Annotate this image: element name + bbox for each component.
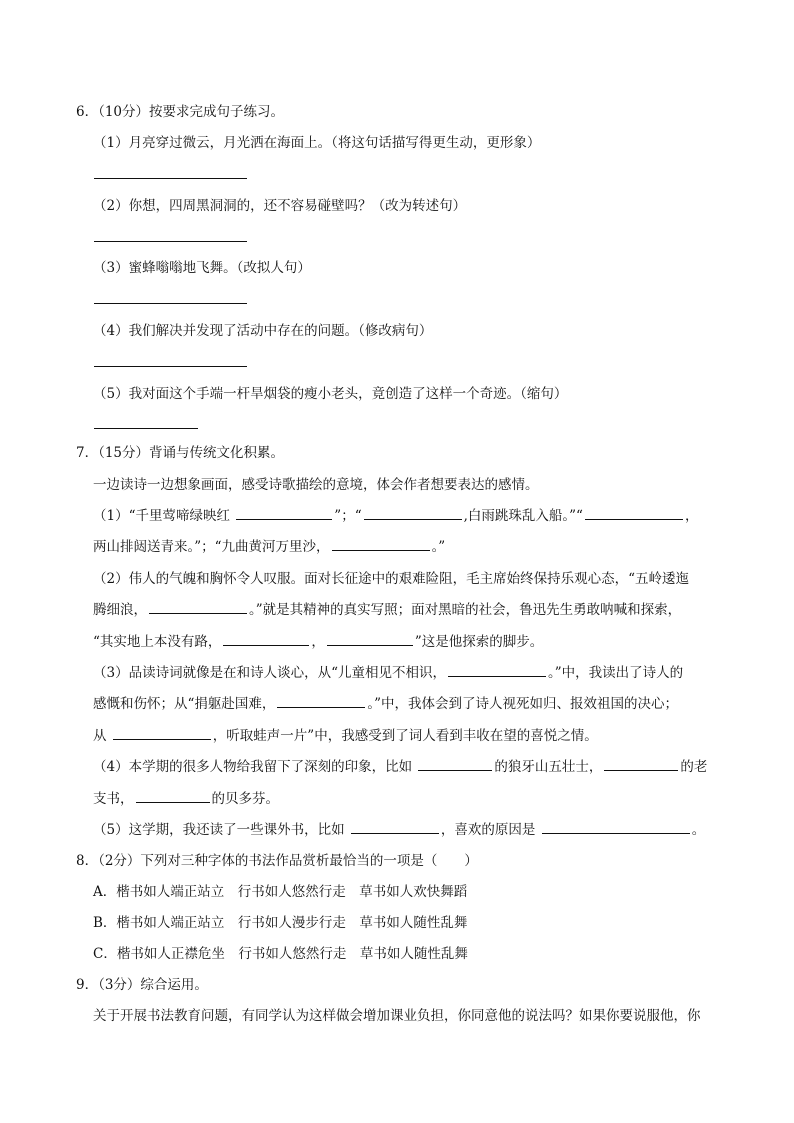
q7-p4-line2 bbox=[93, 790, 279, 808]
q8-option-b[interactable]: B．楷书如人端正站立 行书如人漫步行走 草书如人随性乱舞 bbox=[93, 915, 468, 931]
q7-p4-line1 bbox=[93, 758, 707, 776]
q7-blank-12[interactable] bbox=[604, 758, 678, 771]
q7-blank-1[interactable] bbox=[236, 507, 332, 520]
q6-answer-line-1[interactable] bbox=[94, 178, 247, 179]
q7-p2-text-c: 。”就是其精神的真实写照；面对黑暗的社会，鲁迅先生勇敢呐喊和探索， bbox=[249, 602, 682, 618]
q7-blank-5[interactable] bbox=[149, 601, 247, 614]
q7-blank-6[interactable] bbox=[223, 633, 309, 646]
q7-p3-text-c: 感慨和伤怀；从“捐躯赴国难， bbox=[93, 696, 276, 712]
q6-item-4: （4）我们解决并发现了活动中存在的问题。（修改病句） bbox=[93, 323, 433, 339]
q7-p3-line2 bbox=[93, 695, 678, 713]
q7-p3-text-e: 从 bbox=[93, 728, 107, 744]
q7-blank-2[interactable] bbox=[364, 507, 462, 520]
q7-p3-text-a: （3）品读诗词就像是在和诗人谈心，从“儿童相见不相识， bbox=[93, 665, 446, 681]
q7-blank-11[interactable] bbox=[418, 758, 492, 771]
q7-p4-text-b: 的狼牙山五壮士， bbox=[494, 759, 603, 775]
q7-p2-text-f: ”这是他探索的脚步。 bbox=[414, 634, 544, 650]
q7-p1-text-d: ， bbox=[684, 508, 699, 524]
q7-blank-15[interactable] bbox=[542, 821, 690, 834]
q6-title: 6．（10分）按要求完成句子练习。 bbox=[76, 104, 285, 120]
q7-p5-text-c: 。 bbox=[691, 822, 706, 838]
q7-p5-text-a: （5）这学期，我还读了一些课外书，比如 bbox=[93, 822, 345, 838]
q7-p5-text-b: ，喜欢的原因是 bbox=[440, 822, 536, 838]
q7-p2-text-e: ， bbox=[311, 634, 325, 650]
q6-answer-line-2[interactable] bbox=[94, 241, 247, 242]
q7-blank-3[interactable] bbox=[585, 507, 683, 520]
q8-option-c[interactable]: C．楷书如人正襟危坐 行书如人悠然行走 草书如人随性乱舞 bbox=[93, 946, 468, 962]
q7-blank-14[interactable] bbox=[351, 821, 439, 834]
q7-p1-text-b: ”；“ bbox=[334, 508, 362, 524]
q9-text: 关于开展书法教育问题，有同学认为这样做会增加课业负担，你同意他的说法吗？如果你要说服他，你 bbox=[93, 1008, 701, 1024]
q8-option-a[interactable]: A．楷书如人端正站立 行书如人悠然行走 草书如人欢快舞蹈 bbox=[93, 884, 468, 900]
q7-title: 7．（15分）背诵与传统文化积累。 bbox=[76, 445, 285, 461]
q7-p2-line3 bbox=[93, 633, 543, 651]
q7-p4-text-c: 的老 bbox=[680, 759, 708, 775]
q7-p2-text-d: “其实地上本没有路， bbox=[93, 634, 222, 650]
q7-p2-text-b: 腾细浪， bbox=[93, 602, 147, 618]
q7-blank-10[interactable] bbox=[113, 727, 211, 740]
q7-p1-text-e: 两山排闼送青来。”；“九曲黄河万里沙， bbox=[93, 539, 330, 555]
q7-intro: 一边读诗一边想象画面，感受诗歌描绘的意境，体会作者想要表达的感情。 bbox=[93, 477, 539, 493]
q7-p3-text-b: 。”中，我读出了诗人的 bbox=[548, 665, 684, 681]
q7-p5-line1 bbox=[93, 821, 705, 839]
q9-title: 9．（3分）综合运用。 bbox=[76, 977, 208, 993]
q7-blank-4[interactable] bbox=[332, 538, 430, 551]
q6-item-2: （2）你想，四周黑洞洞的，还不容易碰壁吗？（改为转述句） bbox=[93, 198, 467, 214]
q6-answer-line-3[interactable] bbox=[94, 303, 247, 304]
q8-title: 8．（2分）下列对三种字体的书法作品赏析最恰当的一项是（ ） bbox=[76, 853, 478, 869]
q7-p2-line2 bbox=[93, 601, 681, 619]
q7-blank-8[interactable] bbox=[448, 664, 546, 677]
q7-blank-7[interactable] bbox=[327, 633, 413, 646]
q7-blank-9[interactable] bbox=[277, 695, 365, 708]
q7-p1-line2 bbox=[93, 538, 445, 556]
q6-item-3: （3）蜜蜂嗡嗡地飞舞。（改拟人句） bbox=[93, 260, 311, 276]
q7-p1-line1 bbox=[93, 507, 698, 525]
q6-answer-line-4[interactable] bbox=[94, 366, 247, 367]
q7-p4-text-e: 的贝多芬。 bbox=[211, 791, 279, 807]
q6-item-1: （1）月亮穿过微云，月光洒在海面上。（将这句话描写得更生动，更形象） bbox=[93, 135, 541, 151]
q7-p1-text-c: ,白雨跳珠乱入船。”“ bbox=[463, 508, 583, 524]
q7-blank-13[interactable] bbox=[136, 790, 210, 803]
q7-p3-text-f: ，听取蛙声一片”中，我感受到了词人看到丰收在望的喜悦之情。 bbox=[212, 728, 598, 744]
q6-answer-line-5[interactable] bbox=[94, 428, 198, 429]
q7-p1-text-a: （1）“千里莺啼绿映红 bbox=[93, 508, 230, 524]
q7-p3-text-d: 。”中，我体会到了诗人视死如归、报效祖国的决心； bbox=[367, 696, 679, 712]
q7-p1-text-f: 。” bbox=[431, 539, 446, 555]
q7-p3-line1 bbox=[93, 664, 683, 682]
q7-p4-text-d: 支书， bbox=[93, 791, 134, 807]
q7-p3-line3 bbox=[93, 727, 598, 745]
q7-p2-line1: （2）伟人的气魄和胸怀令人叹服。面对长征途中的艰难险阻，毛主席始终保持乐观心态，“五岭逶迤 bbox=[93, 571, 689, 587]
q7-p4-text-a: （4）本学期的很多人物给我留下了深刻的印象，比如 bbox=[93, 759, 413, 775]
q6-item-5: （5）我对面这个手端一杆旱烟袋的瘦小老头，竟创造了这样一个奇迹。（缩句） bbox=[93, 386, 568, 402]
